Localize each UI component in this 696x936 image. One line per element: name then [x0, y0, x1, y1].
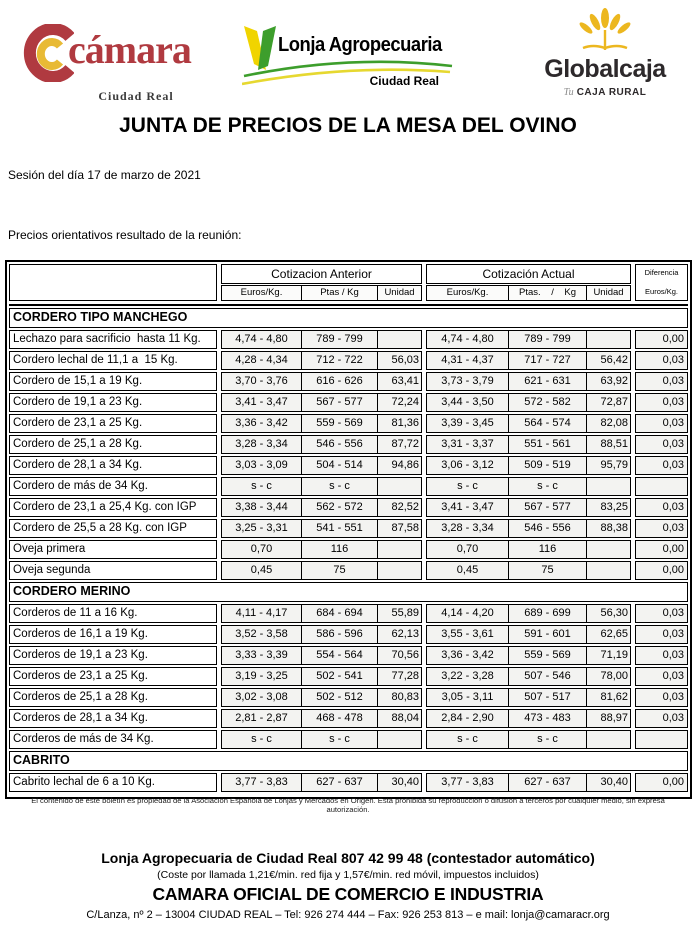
cell-ptas-anterior: s - c: [301, 730, 378, 749]
cell-diferencia: 0,03: [635, 667, 688, 686]
table-row: [9, 730, 688, 749]
cell-unidad-anterior: 88,04: [377, 709, 422, 728]
cell-ptas-actual: s - c: [508, 730, 587, 749]
cell-unidad-anterior: [377, 330, 422, 349]
actual-cells: [426, 667, 631, 686]
cell-unidad-anterior: 77,28: [377, 667, 422, 686]
cell-ptas-anterior: 586 - 596: [301, 625, 378, 644]
cell-unidad-actual: 83,25: [586, 498, 631, 517]
globalcaja-logo-subtitle: [540, 87, 670, 98]
cell-diferencia: 0,00: [635, 561, 688, 580]
cell-unidad-anterior: 80,83: [377, 688, 422, 707]
cell-diferencia: 0,03: [635, 351, 688, 370]
anterior-cells: [221, 561, 422, 580]
anterior-cells: [221, 540, 422, 559]
cell-unidad-anterior: 82,52: [377, 498, 422, 517]
cell-euros-actual: 4,74 - 4,80: [426, 330, 509, 349]
cell-ptas-anterior: 502 - 541: [301, 667, 378, 686]
anterior-cells: [221, 477, 422, 496]
anterior-cells: [221, 414, 422, 433]
section-header: CABRITO: [9, 751, 688, 771]
cell-euros-actual: 3,05 - 3,11: [426, 688, 509, 707]
cell-ptas-actual: 591 - 601: [508, 625, 587, 644]
cell-euros-actual: 3,77 - 3,83: [426, 773, 509, 792]
cell-euros-anterior: 0,45: [221, 561, 302, 580]
cell-euros-actual: 3,55 - 3,61: [426, 625, 509, 644]
cell-ptas-actual: 689 - 699: [508, 604, 587, 623]
actual-euros-header: Euros/Kg.: [426, 285, 509, 301]
intro-text: Precios orientativos resultado de la reunión:: [8, 228, 242, 242]
camara-logo-text: cámara: [68, 27, 191, 72]
anterior-cells: [221, 646, 422, 665]
actual-cells: [426, 625, 631, 644]
anterior-cells: [221, 519, 422, 538]
cell-euros-anterior: 3,38 - 3,44: [221, 498, 302, 517]
actual-group-title: Cotización Actual: [426, 264, 631, 284]
anterior-euros-header: Euros/Kg.: [221, 285, 302, 301]
actual-cells: [426, 477, 631, 496]
cell-euros-anterior: 3,02 - 3,08: [221, 688, 302, 707]
diferencia-header-line2: Euros/Kg.: [645, 287, 678, 296]
label-header-cell: [9, 264, 217, 301]
row-label: Lechazo para sacrificio hasta 11 Kg.: [9, 330, 217, 349]
cell-ptas-anterior: 541 - 551: [301, 519, 378, 538]
diferencia-header-line1: Diferencia: [644, 268, 679, 277]
row-label: Cordero lechal de 11,1 a 15 Kg.: [9, 351, 217, 370]
cell-ptas-anterior: s - c: [301, 477, 378, 496]
row-label: Cordero de más de 34 Kg.: [9, 477, 217, 496]
anterior-ptas-header: Ptas / Kg: [301, 285, 378, 301]
cell-unidad-actual: [586, 540, 631, 559]
cell-diferencia: 0,03: [635, 498, 688, 517]
table-row: [9, 519, 688, 538]
cell-euros-anterior: 4,74 - 4,80: [221, 330, 302, 349]
table-row: [9, 625, 688, 644]
cell-diferencia: 0,03: [635, 435, 688, 454]
cell-unidad-anterior: 70,56: [377, 646, 422, 665]
table-header: [9, 264, 688, 301]
cell-ptas-actual: 789 - 799: [508, 330, 587, 349]
table-body: [9, 308, 688, 792]
cell-unidad-actual: [586, 477, 631, 496]
actual-cells: [426, 351, 631, 370]
anterior-cells: [221, 393, 422, 412]
cell-unidad-anterior: 62,13: [377, 625, 422, 644]
cell-euros-actual: 3,36 - 3,42: [426, 646, 509, 665]
cell-ptas-actual: 572 - 582: [508, 393, 587, 412]
cell-unidad-anterior: [377, 540, 422, 559]
anterior-cells: [221, 330, 422, 349]
actual-cells: [426, 498, 631, 517]
table-row: [9, 667, 688, 686]
globalcaja-logo-text: Globalcaja: [544, 55, 666, 83]
table-row: [9, 372, 688, 391]
table-row: [9, 330, 688, 349]
cell-diferencia: [635, 730, 688, 749]
table-row: [9, 414, 688, 433]
cell-ptas-actual: 75: [508, 561, 587, 580]
anterior-cells: [221, 730, 422, 749]
cell-unidad-anterior: 87,58: [377, 519, 422, 538]
row-label: Cordero de 23,1 a 25,4 Kg. con IGP: [9, 498, 217, 517]
price-table: [5, 260, 692, 799]
cell-unidad-anterior: [377, 477, 422, 496]
cell-unidad-actual: 78,00: [586, 667, 631, 686]
actual-cells: [426, 646, 631, 665]
cell-ptas-actual: 621 - 631: [508, 372, 587, 391]
cell-unidad-actual: 88,51: [586, 435, 631, 454]
actual-cells: [426, 456, 631, 475]
session-date: Sesión del día 17 de marzo de 2021: [8, 168, 201, 182]
cell-ptas-anterior: 504 - 514: [301, 456, 378, 475]
actual-cells: [426, 561, 631, 580]
cell-unidad-anterior: [377, 730, 422, 749]
row-label: Cordero de 19,1 a 23 Kg.: [9, 393, 217, 412]
footer-address-contact: C/Lanza, nº 2 – 13004 CIUDAD REAL – Tel: 926 274 444 – Fax: 926 253 813 – e mail: lonja@camaracr.org: [86, 909, 610, 921]
table-row: [9, 477, 688, 496]
cell-unidad-actual: 56,42: [586, 351, 631, 370]
cell-ptas-actual: 717 - 727: [508, 351, 587, 370]
cell-ptas-anterior: 546 - 556: [301, 435, 378, 454]
cell-euros-actual: 0,70: [426, 540, 509, 559]
camara-logo: [22, 24, 202, 103]
anterior-cells: [221, 667, 422, 686]
cell-euros-actual: 4,31 - 4,37: [426, 351, 509, 370]
cell-euros-actual: 3,28 - 3,34: [426, 519, 509, 538]
cell-euros-actual: 3,22 - 3,28: [426, 667, 509, 686]
cell-euros-anterior: 4,11 - 4,17: [221, 604, 302, 623]
anterior-cells: [221, 773, 422, 792]
cell-diferencia: 0,03: [635, 625, 688, 644]
cell-euros-anterior: 3,03 - 3,09: [221, 456, 302, 475]
actual-cells: [426, 709, 631, 728]
cell-ptas-anterior: 684 - 694: [301, 604, 378, 623]
cell-ptas-anterior: 502 - 512: [301, 688, 378, 707]
cell-diferencia: 0,03: [635, 709, 688, 728]
cell-euros-actual: s - c: [426, 477, 509, 496]
cell-unidad-anterior: 81,36: [377, 414, 422, 433]
cell-unidad-anterior: 87,72: [377, 435, 422, 454]
cell-unidad-anterior: 72,24: [377, 393, 422, 412]
actual-cells: [426, 414, 631, 433]
table-row: [9, 435, 688, 454]
globalcaja-logo: [540, 8, 670, 98]
row-label: Cordero de 23,1 a 25 Kg.: [9, 414, 217, 433]
lonja-logo: [242, 26, 457, 100]
camara-logo-subtitle: Ciudad Real: [98, 89, 174, 103]
cell-euros-anterior: 3,41 - 3,47: [221, 393, 302, 412]
cell-ptas-anterior: 712 - 722: [301, 351, 378, 370]
lonja-logo-text: Lonja Agropecuaria: [278, 34, 442, 56]
cell-unidad-actual: 62,65: [586, 625, 631, 644]
cell-unidad-actual: 72,87: [586, 393, 631, 412]
cell-euros-anterior: 3,70 - 3,76: [221, 372, 302, 391]
anterior-cells: [221, 625, 422, 644]
row-label: Cordero de 15,1 a 19 Kg.: [9, 372, 217, 391]
anterior-header-group: [221, 264, 422, 301]
cell-unidad-actual: [586, 330, 631, 349]
cell-unidad-anterior: 55,89: [377, 604, 422, 623]
footer: [0, 850, 696, 921]
cell-ptas-anterior: 616 - 626: [301, 372, 378, 391]
anterior-cells: [221, 435, 422, 454]
footer-call-cost: (Coste por llamada 1,21€/min. red fija y 1,57€/min. red móvil, impuestos incluidos): [157, 869, 539, 881]
cell-euros-anterior: 3,25 - 3,31: [221, 519, 302, 538]
cell-unidad-actual: [586, 730, 631, 749]
actual-cells: [426, 519, 631, 538]
cell-euros-anterior: 3,33 - 3,39: [221, 646, 302, 665]
row-label: Cordero de 25,1 a 28 Kg.: [9, 435, 217, 454]
cell-diferencia: 0,03: [635, 393, 688, 412]
table-row: [9, 604, 688, 623]
actual-cells: [426, 730, 631, 749]
actual-cells: [426, 435, 631, 454]
cell-euros-actual: 3,44 - 3,50: [426, 393, 509, 412]
cell-euros-actual: 3,31 - 3,37: [426, 435, 509, 454]
cell-unidad-actual: 56,30: [586, 604, 631, 623]
cell-diferencia: 0,00: [635, 330, 688, 349]
cell-ptas-anterior: 789 - 799: [301, 330, 378, 349]
anterior-group-title: Cotizacion Anterior: [221, 264, 422, 284]
cell-euros-anterior: 3,28 - 3,34: [221, 435, 302, 454]
cell-ptas-anterior: 75: [301, 561, 378, 580]
actual-cells: [426, 372, 631, 391]
anterior-cells: [221, 456, 422, 475]
globalcaja-cajarural-text: CAJA RURAL: [576, 87, 647, 98]
cell-unidad-anterior: 30,40: [377, 773, 422, 792]
cell-diferencia: 0,00: [635, 773, 688, 792]
cell-diferencia: 0,03: [635, 372, 688, 391]
row-label: Oveja primera: [9, 540, 217, 559]
cell-ptas-actual: 546 - 556: [508, 519, 587, 538]
anterior-cells: [221, 688, 422, 707]
table-row: [9, 688, 688, 707]
table-row: [9, 646, 688, 665]
anterior-cells: [221, 498, 422, 517]
row-label: Cabrito lechal de 6 a 10 Kg.: [9, 773, 217, 792]
cell-ptas-actual: 627 - 637: [508, 773, 587, 792]
cell-euros-anterior: 3,77 - 3,83: [221, 773, 302, 792]
cell-ptas-actual: 551 - 561: [508, 435, 587, 454]
row-label: Corderos de 19,1 a 23 Kg.: [9, 646, 217, 665]
cell-unidad-actual: 81,62: [586, 688, 631, 707]
row-label: Corderos de 28,1 a 34 Kg.: [9, 709, 217, 728]
cell-ptas-actual: 564 - 574: [508, 414, 587, 433]
diferencia-header-cell: [635, 264, 688, 301]
footer-camara-name: CAMARA OFICIAL DE COMERCIO E INDUSTRIA: [152, 884, 544, 904]
cell-diferencia: 0,00: [635, 540, 688, 559]
cell-ptas-actual: 507 - 517: [508, 688, 587, 707]
cell-ptas-anterior: 468 - 478: [301, 709, 378, 728]
cell-ptas-anterior: 559 - 569: [301, 414, 378, 433]
actual-cells: [426, 330, 631, 349]
cell-unidad-actual: 95,79: [586, 456, 631, 475]
cell-unidad-actual: 88,97: [586, 709, 631, 728]
footer-lonja-phone: Lonja Agropecuaria de Ciudad Real 807 42 99 48 (contestador automático): [101, 850, 595, 866]
cell-ptas-anterior: 554 - 564: [301, 646, 378, 665]
globalcaja-tu-text: Tu: [563, 87, 574, 98]
cell-unidad-anterior: 56,03: [377, 351, 422, 370]
row-label: Corderos de 11 a 16 Kg.: [9, 604, 217, 623]
table-row: [9, 351, 688, 370]
actual-unidad-header: Unidad: [586, 285, 631, 301]
cell-unidad-actual: 63,92: [586, 372, 631, 391]
section-header: CORDERO TIPO MANCHEGO: [9, 308, 688, 328]
cell-euros-actual: s - c: [426, 730, 509, 749]
table-row: [9, 456, 688, 475]
cell-ptas-anterior: 562 - 572: [301, 498, 378, 517]
cell-ptas-actual: 567 - 577: [508, 498, 587, 517]
cell-ptas-actual: 559 - 569: [508, 646, 587, 665]
cell-ptas-actual: 116: [508, 540, 587, 559]
copyright-disclaimer: El contenido de este boletín es propiedad de la Asociación Española de Lonjas y Mercados en Origen. Está prohibida su reproducción o difusión a terceros por cualquier medio, sin expresa autorización.: [31, 796, 665, 814]
cell-diferencia: 0,03: [635, 688, 688, 707]
anterior-cells: [221, 604, 422, 623]
anterior-cells: [221, 709, 422, 728]
table-row: [9, 773, 688, 792]
cell-ptas-actual: 473 - 483: [508, 709, 587, 728]
table-row: [9, 561, 688, 580]
cell-diferencia: 0,03: [635, 456, 688, 475]
row-label: Oveja segunda: [9, 561, 217, 580]
row-label: Corderos de más de 34 Kg.: [9, 730, 217, 749]
cell-ptas-actual: s - c: [508, 477, 587, 496]
cell-unidad-actual: 88,38: [586, 519, 631, 538]
cell-diferencia: 0,03: [635, 519, 688, 538]
cell-ptas-anterior: 567 - 577: [301, 393, 378, 412]
row-label: Corderos de 25,1 a 28 Kg.: [9, 688, 217, 707]
cell-unidad-anterior: [377, 561, 422, 580]
cell-euros-actual: 3,73 - 3,79: [426, 372, 509, 391]
actual-cells: [426, 688, 631, 707]
camara-c-icon: [22, 24, 74, 87]
row-label: Corderos de 16,1 a 19 Kg.: [9, 625, 217, 644]
actual-ptas-header: Ptas. / Kg: [508, 285, 587, 301]
cell-diferencia: 0,03: [635, 604, 688, 623]
cell-euros-actual: 3,41 - 3,47: [426, 498, 509, 517]
lonja-logo-subtitle: Ciudad Real: [369, 74, 439, 88]
cell-ptas-anterior: 116: [301, 540, 378, 559]
globalcaja-wheat-icon: [573, 39, 637, 56]
cell-ptas-actual: 509 - 519: [508, 456, 587, 475]
cell-euros-actual: 0,45: [426, 561, 509, 580]
table-row: [9, 540, 688, 559]
cell-euros-actual: 3,39 - 3,45: [426, 414, 509, 433]
cell-euros-anterior: 2,81 - 2,87: [221, 709, 302, 728]
table-row: [9, 709, 688, 728]
page-title: JUNTA DE PRECIOS DE LA MESA DEL OVINO: [119, 114, 577, 137]
cell-ptas-anterior: 627 - 637: [301, 773, 378, 792]
header-divider: [9, 304, 688, 306]
cell-diferencia: [635, 477, 688, 496]
anterior-cells: [221, 351, 422, 370]
row-label: Cordero de 25,5 a 28 Kg. con IGP: [9, 519, 217, 538]
actual-cells: [426, 773, 631, 792]
cell-euros-anterior: 4,28 - 4,34: [221, 351, 302, 370]
row-label: Cordero de 28,1 a 34 Kg.: [9, 456, 217, 475]
row-label: Corderos de 23,1 a 25 Kg.: [9, 667, 217, 686]
actual-header-group: [426, 264, 631, 301]
cell-unidad-actual: 71,19: [586, 646, 631, 665]
cell-unidad-anterior: 94,86: [377, 456, 422, 475]
cell-euros-actual: 3,06 - 3,12: [426, 456, 509, 475]
table-row: [9, 498, 688, 517]
cell-euros-anterior: 3,52 - 3,58: [221, 625, 302, 644]
actual-cells: [426, 393, 631, 412]
cell-euros-anterior: 3,19 - 3,25: [221, 667, 302, 686]
actual-cells: [426, 540, 631, 559]
cell-unidad-actual: [586, 561, 631, 580]
cell-euros-actual: 4,14 - 4,20: [426, 604, 509, 623]
cell-euros-actual: 2,84 - 2,90: [426, 709, 509, 728]
cell-unidad-actual: 30,40: [586, 773, 631, 792]
cell-unidad-actual: 82,08: [586, 414, 631, 433]
table-row: [9, 393, 688, 412]
cell-euros-anterior: s - c: [221, 477, 302, 496]
anterior-cells: [221, 372, 422, 391]
cell-diferencia: 0,03: [635, 414, 688, 433]
cell-ptas-actual: 507 - 546: [508, 667, 587, 686]
cell-euros-anterior: s - c: [221, 730, 302, 749]
actual-cells: [426, 604, 631, 623]
cell-euros-anterior: 3,36 - 3,42: [221, 414, 302, 433]
section-header: CORDERO MERINO: [9, 582, 688, 602]
anterior-unidad-header: Unidad: [377, 285, 422, 301]
cell-unidad-anterior: 63,41: [377, 372, 422, 391]
cell-diferencia: 0,03: [635, 646, 688, 665]
cell-euros-anterior: 0,70: [221, 540, 302, 559]
